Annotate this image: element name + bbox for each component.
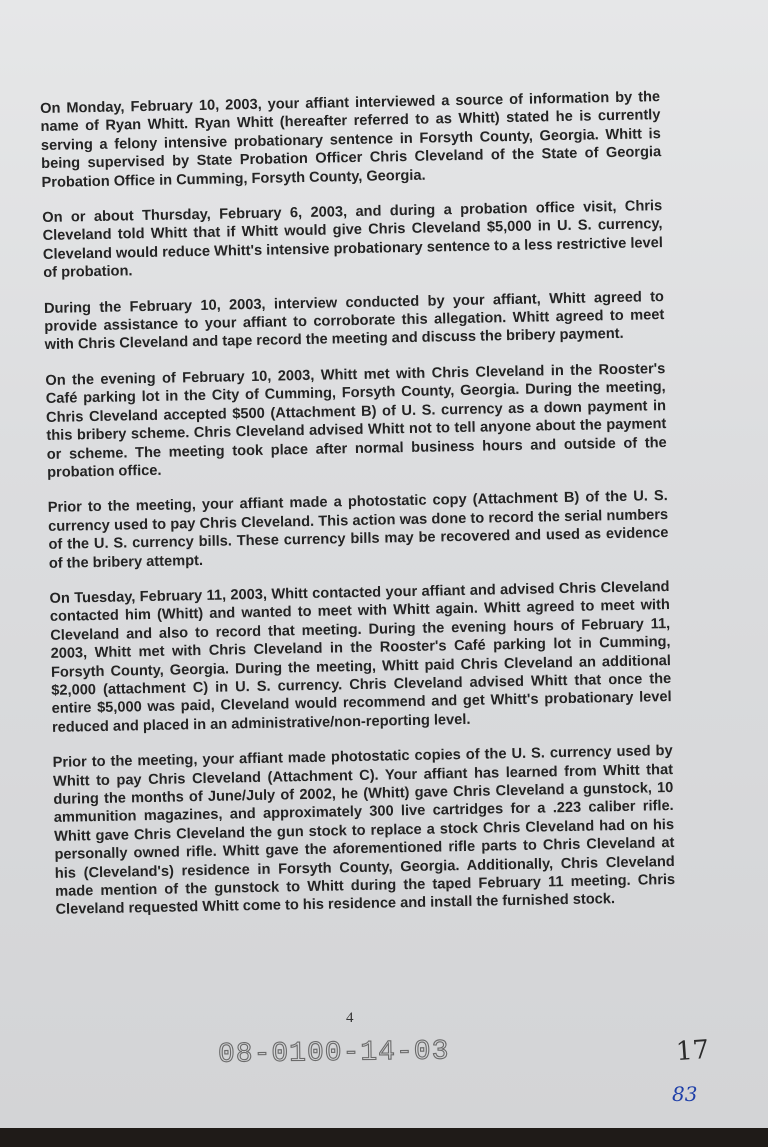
paragraph-6: On Tuesday, February 11, 2003, Whitt contacted your affiant and advised Chris Cleveland contacted him (Whitt) and wanted to meet with Whitt again. Whitt agreed to meet with Cleveland and also to record that meeting. During the evening hours of February 11, 2003, Whitt met with Chris Cleveland in the Rooster's Café parking lot in Cumming, Forsyth County, Georgia. During the meeting, Whitt paid Chris Cleveland an additional $2,000 (attachment C) in U. S. currency. Chris Cleveland advised Whitt that once the entire $5,000 was paid, Cleveland would recommend and get Whitt's probationary level reduced and placed in an administrative/non-reporting level. xyxy=(49,578,672,736)
paragraph-2: On or about Thursday, February 6, 2003, and during a probation office visit, Chris Cleveland told Whitt that if Whitt would give Chris Cleveland $5,000 in U. S. currency, Cleveland would reduce Whitt's intensive probationary sentence to a less restrictive level of probation. xyxy=(42,198,664,282)
paragraph-4: On the evening of February 10, 2003, Whitt met with Chris Cleveland in the Rooster's Café parking lot in the City of Cumming, Forsyth County, Georgia. During the meeting, Chris Cleveland accepted $500 (Attachment B) of U. S. currency as a down payment in this bribery scheme. Chris Cleveland advised Whitt not to tell anyone about the payment or scheme. The meeting took place after normal business hours and outside of the probation office. xyxy=(45,360,667,481)
paragraph-3: During the February 10, 2003, interview conducted by your affiant, Whitt agreed to provide assistance to your affiant to corroborate this allegation. Whitt agreed to meet with Chris Cleveland and tape record the meeting and discuss the bribery payment. xyxy=(43,288,665,354)
handwritten-page-number: 17 xyxy=(674,1034,711,1068)
page-number: 4 xyxy=(346,1010,354,1026)
case-number-stamp: 08-0100-14-03 xyxy=(217,1036,450,1071)
document-body xyxy=(40,88,676,937)
paragraph-5: Prior to the meeting, your affiant made a photostatic copy (Attachment B) of the U. S. currency used to pay Chris Cleveland. This action was done to record the serial numbers of the U. S. currency bills. These currency bills may be recovered and used as evidence of the bribery attempt. xyxy=(47,488,669,572)
scan-bottom-edge xyxy=(0,1128,768,1147)
paragraph-1: On Monday, February 10, 2003, your affiant interviewed a source of information by the name of Ryan Whitt. Ryan Whitt (hereafter referred to as Whitt) stated he is currently serving a felony intensive probationary sentence in Forsyth County, Georgia. Whitt is being supervised by State Probation Officer Chris Cleveland of the State of Georgia Probation Office in Cumming, Forsyth County, Georgia. xyxy=(40,89,662,191)
paragraph-7: Prior to the meeting, your affiant made photostatic copies of the U. S. currency used by Whitt to pay Chris Cleveland (Attachment C). Your affiant has learned from Whitt that during the months of June/July of 2002, he (Whitt) gave Chris Cleveland a gunstock, 10 ammunition magazines, and approximately 300 live cartridges for a .223 caliber rifle. Whitt gave Chris Cleveland the gun stock to replace a stock Chris Cleveland had on his personally owned rifle. Whitt gave the aforementioned rifle parts to Chris Cleveland at his (Cleveland's) residence in Forsyth County, Georgia. Additionally, Chris Cleveland made mention of the gunstock to Whitt during the taped February 11 meeting. Chris Cleveland requested Whitt come to his residence and install the furnished stock. xyxy=(52,743,676,919)
handwritten-note: 83 xyxy=(672,1082,698,1106)
